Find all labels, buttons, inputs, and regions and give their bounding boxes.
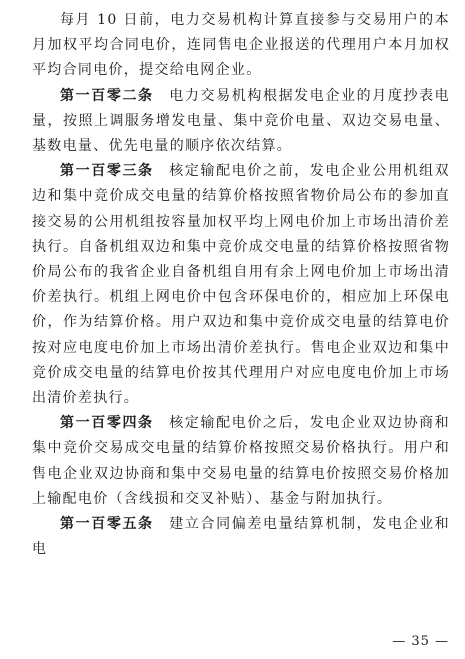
paragraph-article-103 bbox=[32, 159, 450, 411]
page-body bbox=[32, 8, 450, 562]
article-104-text: 核定输配电价之后，发电企业双边协商和集中竞价交易成交电量的结算价格按照交易价格执行。用户和售电企业双边协商和集中交易电量的结算电价按照交易价格加上输配电价（含线损和交叉补贴）、基金与附加执行。 bbox=[32, 415, 450, 507]
article-105-heading: 第一百零五条 bbox=[60, 516, 154, 533]
article-105-text: 建立合同偏差电量结算机制，发电企业和电 bbox=[32, 516, 450, 558]
article-103-heading: 第一百零三条 bbox=[60, 163, 154, 180]
paragraph-article-104 bbox=[32, 411, 450, 512]
article-102-heading: 第一百零二条 bbox=[60, 87, 154, 104]
page-number: — 35 — bbox=[392, 634, 449, 649]
paragraph-article-105 bbox=[32, 512, 450, 562]
paragraph-article-102 bbox=[32, 84, 450, 160]
article-102-text: 电力交易机构根据发电企业的月度抄表电量，按照上调服务增发电量、集中竞价电量、双边交易电量、基数电量、优先电量的顺序依次结算。 bbox=[32, 87, 450, 155]
paragraph-1-text: 每月 10 日前，电力交易机构计算直接参与交易用户的本月加权平均合同电价，连同售电企业报送的代理用户本月加权平均合同电价，提交给电网企业。 bbox=[32, 12, 450, 79]
paragraph-1 bbox=[32, 8, 450, 84]
article-103-text: 核定输配电价之前，发电企业公用机组双边和集中竞价成交电量的结算价格按照省物价局公布的参加直接交易的公用机组按容量加权平均上网电价加上市场出清价差执行。自备机组双边和集中竞价成交电量的结算价格按照省物价局公布的我省企业自备机组自用有余上网电价加上市场出清价差执行。机组上网电价中包含环保电价的，相应加上环保电价，作为结算价格。用户双边和集中竞价成交电量的结算电价按对应电度电价加上市场出清价差执行。售电企业双边和集中竞价成交电量的结算电价按其代理用户对应电度电价加上市场出清价差执行。 bbox=[32, 163, 450, 407]
article-104-heading: 第一百零四条 bbox=[60, 415, 154, 432]
